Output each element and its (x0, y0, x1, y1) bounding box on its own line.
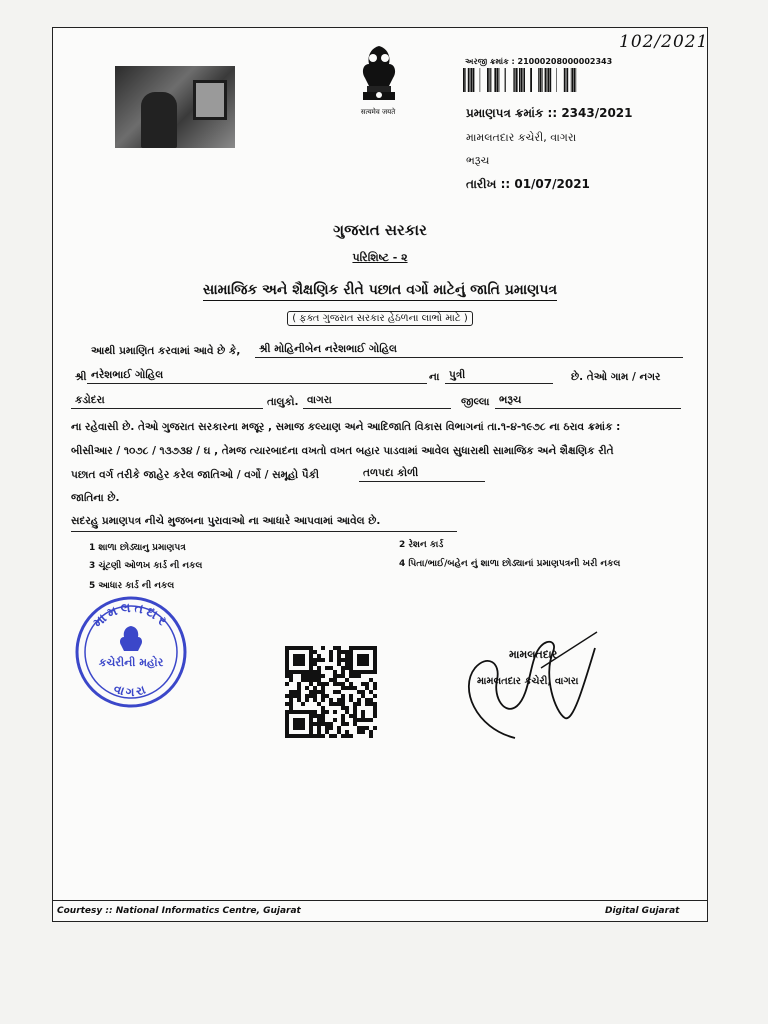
relation: પુત્રી (445, 369, 553, 384)
document-item-3: 3 ચૂંટણી ઓળખ કાર્ડ ની નકલ (89, 561, 203, 571)
issuing-district: ભરૂચ (466, 154, 490, 167)
documents-heading: સદરહુ પ્રમાણપત્ર નીચે મુજબના પુરાવાઓ ના આધારે આપવામાં આવેલ છે. (71, 515, 457, 532)
certificate-title: સામાજિક અને શૈક્ષણિક રીતે પછાત વર્ગો માટેનું જાતિ પ્રમાણપત્ર (53, 282, 707, 298)
father-name: નરેશભાઈ ગોહિલ (87, 369, 427, 384)
district-label: જીલ્લા (461, 396, 490, 408)
village-name: કડોદરા (71, 394, 263, 409)
document-item-1: 1 શાળા છોડ્યાનુ પ્રમાણપત્ર (89, 543, 186, 553)
application-number: અરજી ક્રમાંક : 21000208000002343 (465, 57, 613, 66)
document-item-5: 5 આધાર કાર્ડ ની નકલ (89, 581, 175, 591)
signatory-designation: મામલતદાર (509, 648, 558, 661)
document-item-4: 4 પિતા/ભાઈ/બહેન નું શાળા છોડ્યાનાં પ્રમાણપત્રની ખરી નકલ (399, 559, 621, 569)
office-seal-icon (73, 594, 189, 710)
footer-brand: Digital Gujarat (605, 906, 680, 916)
footer-courtesy: Courtesy :: National Informatics Centre, Gujarat (57, 906, 301, 916)
certificate-subtitle: ( ફક્ત ગુજરાત સરકાર હેઠળના લાભો માટે ) (53, 313, 707, 324)
shri-label: શ્રી (75, 371, 87, 383)
svg-text:કચેરીની મહોર: કચેરીની મહોર (98, 656, 164, 669)
applicant-name: શ્રી મોહિનીબેન નરેશભાઈ ગોહિલ (255, 343, 683, 358)
verification-qr-code (285, 646, 377, 738)
national-emblem-icon (349, 42, 409, 106)
certificate-number: પ્રમાણપત્ર ક્રમાંક :: 2343/2021 (466, 106, 633, 120)
svg-text:મામલતદાર: મામલતદાર (90, 600, 172, 631)
signatory-office: મામલતદાર કચેરી, વાગરા (477, 676, 579, 687)
resolution-line: બીસીઆર / ૧૦૭૮ / ૧૩૭૩૪ / ઘ , તેમજ ત્યારબાદના વખતો વખત બહાર પાડવામાં આવેલ સુધારાથી સામાજિક અને શૈક્ષણિક રીતે (71, 445, 614, 457)
taluka-label: તાલુકો. (267, 396, 299, 408)
resident-line: ના રહેવાસી છે. તેઓ ગુજરાત સરકારના મજૂર , સમાજ કલ્યાણ અને આદિજાતિ વિકાસ વિભાગનાં તા.૧-૪-૧૯૭૮ ના ઠરાવ ક્રમાંક : (71, 421, 621, 433)
photo-window (193, 80, 227, 120)
photo-person (141, 92, 177, 148)
svg-text:વાગરા: વાગરા (111, 681, 151, 700)
issuing-office: મામલતદાર કચેરી, વાગરા (466, 131, 577, 144)
caste-prefix: પછાત વર્ગ તરીકે જાહેર કરેલ જાતિઓ / વર્ગો / સમૂહો પૈકી (71, 469, 319, 481)
government-title: ગુજરાત સરકાર (333, 221, 427, 239)
district-name: ભરૂચ (495, 394, 681, 409)
applicant-photo (115, 66, 235, 148)
taluka-name: વાગરા (303, 394, 451, 409)
emblem-motto: सत्यमेव जयते (360, 108, 396, 116)
handwritten-number: 102/2021 (619, 32, 709, 52)
officer-signature (445, 628, 605, 748)
certify-prefix: આથી પ્રમાણિત કરવામાં આવે છે કે, (91, 345, 241, 357)
village-label: છે. તેઓ ગામ / નગર (571, 371, 661, 383)
document-item-2: 2 રેશન કાર્ડ (399, 540, 444, 550)
issue-date: તારીખ :: 01/07/2021 (466, 177, 590, 191)
caste-suffix: જાતિના છે. (71, 492, 120, 504)
na-label: ના (429, 371, 440, 383)
caste-name: તળપદા કોળી (359, 467, 485, 482)
footer-divider (53, 900, 707, 901)
annexure-label: પરિશિષ્ટ - ૨ (352, 251, 408, 264)
certificate-page (52, 27, 708, 922)
application-barcode (463, 68, 583, 92)
